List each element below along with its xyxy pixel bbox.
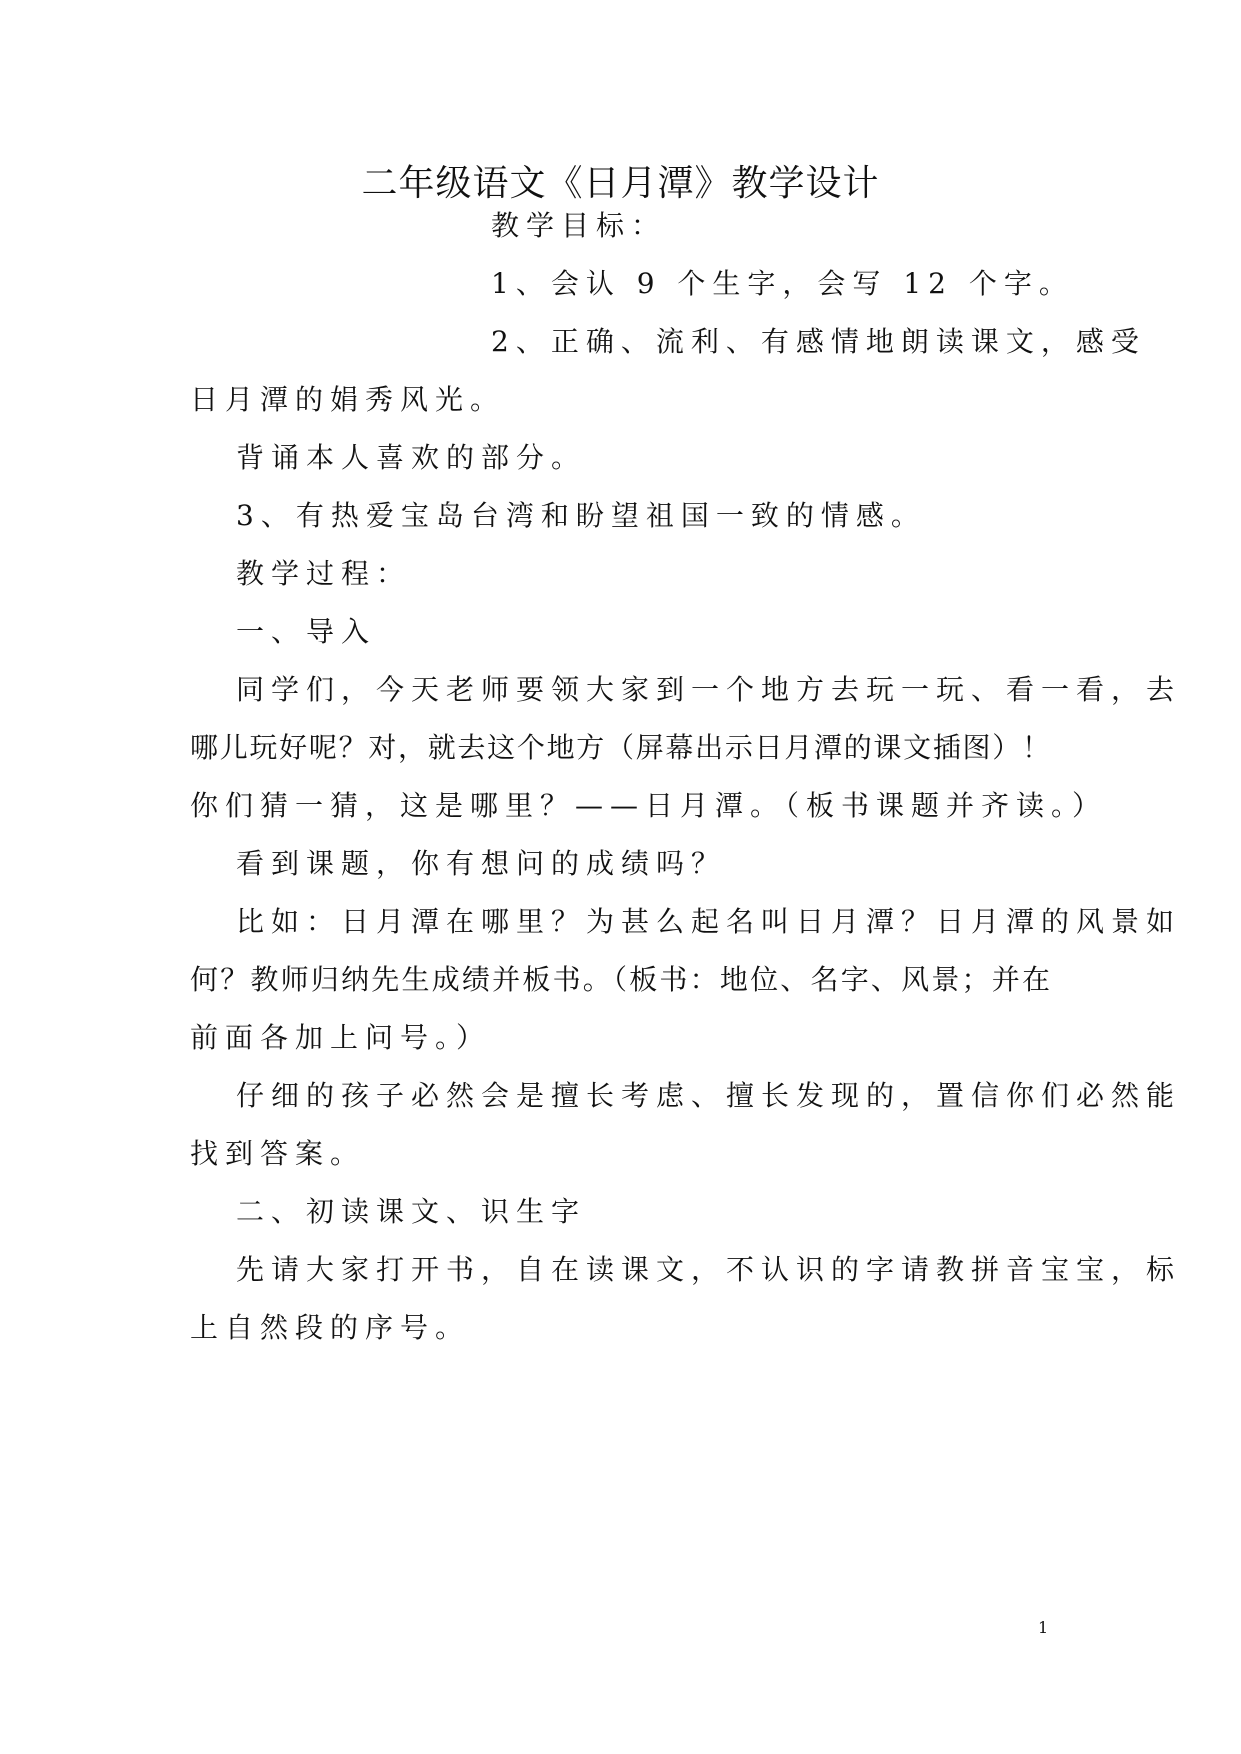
paragraph-line: 找到答案。 [190, 1137, 366, 1170]
paragraph-line: 先请大家打开书，自在读课文，不认识的字请教拼音宝宝，标 [236, 1253, 1182, 1286]
paragraph-line: 前面各加上问号。） [190, 1021, 492, 1054]
paragraph-line: 3、有热爱宝岛台湾和盼望祖国一致的情感。 [236, 499, 926, 532]
paragraph-line: 上自然段的序号。 [190, 1311, 471, 1344]
paragraph-line: 日月潭的娟秀风光。 [190, 383, 506, 416]
paragraph-line: 背诵本人喜欢的部分。 [236, 441, 587, 474]
paragraph-line: 2、正确、流利、有感情地朗读课文，感受 [491, 325, 1146, 358]
paragraph-line: 同学们，今天老师要领大家到一个地方去玩一玩、看一看，去 [236, 673, 1182, 706]
paragraph-line: 二、初读课文、识生字 [236, 1195, 587, 1228]
document-title: 二年级语文《日月潭》教学设计 [361, 163, 880, 204]
paragraph-line: 你们猜一猜，这是哪里？——日月潭。（板书课题并齐读。） [190, 789, 1108, 822]
paragraph-line: 一、导入 [236, 615, 377, 648]
paragraph-line: 1、会认 9 个生字，会写 12 个字。 [491, 267, 1074, 300]
paragraph-line: 仔细的孩子必然会是擅长考虑、擅长发现的，置信你们必然能 [236, 1079, 1182, 1112]
paragraph-line: 看到课题，你有想问的成绩吗？ [236, 847, 727, 880]
paragraph-line: 教学目标： [491, 209, 667, 242]
paragraph-line: 教学过程： [236, 557, 412, 590]
paragraph-line: 比如：日月潭在哪里？为甚么起名叫日月潭？日月潭的风景如 [236, 905, 1182, 938]
paragraph-line: 哪儿玩好呢？对，就去这个地方（屏幕出示日月潭的课文插图）！ [190, 731, 1050, 764]
page-number: 1 [1038, 1618, 1049, 1637]
paragraph-line: 何？教师归纳先生成绩并板书。（板书：地位、名字、风景；并在 [190, 963, 1050, 996]
